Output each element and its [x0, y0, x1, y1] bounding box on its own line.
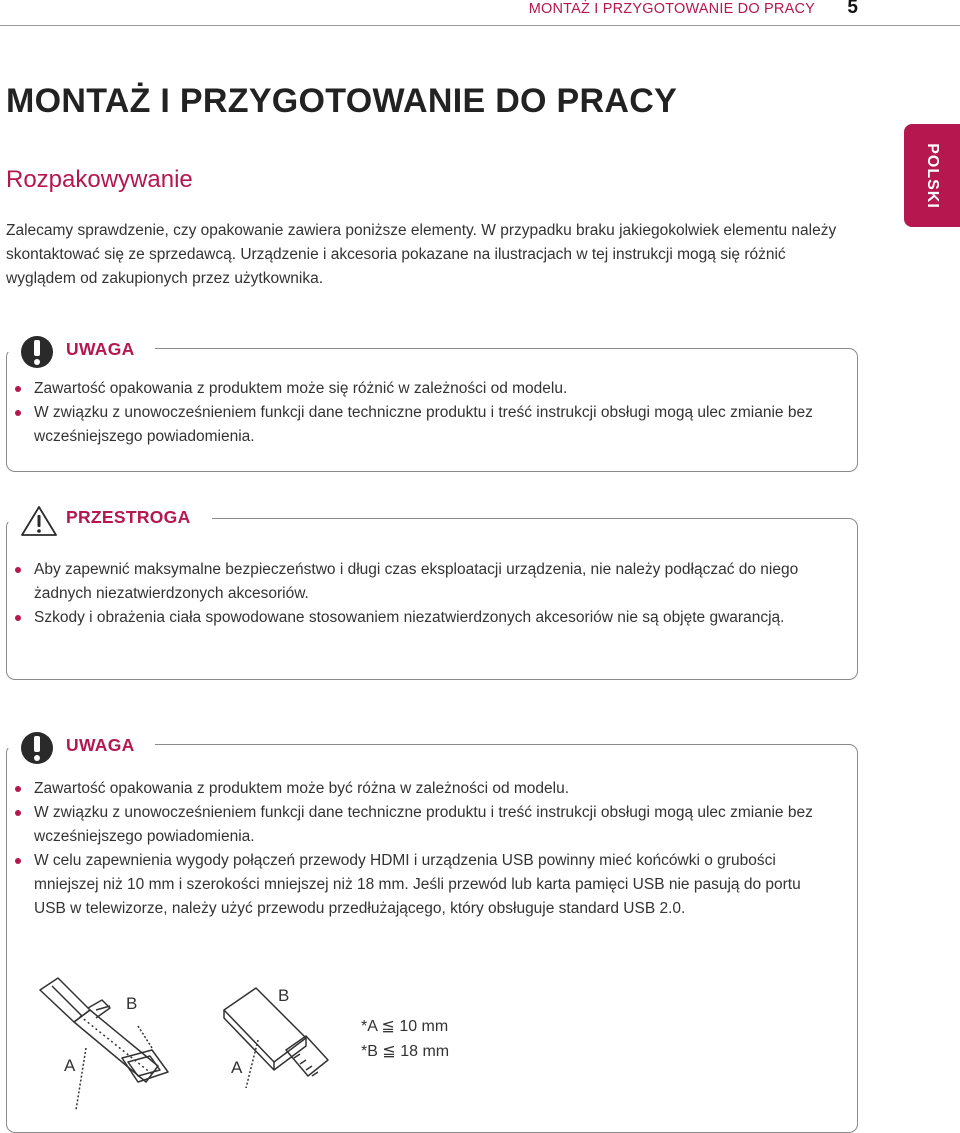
list-item	[6, 777, 826, 801]
caution-box	[6, 502, 858, 680]
list-item-text: W związku z unowocześnieniem funkcji dane techniczne produktu i treść instrukcji obsługi mogą ulec zmianie bez wcześniejszego powiadomienia.	[34, 404, 813, 445]
section-title: Rozpakowywanie	[6, 166, 193, 193]
bullet-icon	[15, 858, 21, 864]
list-item-text: W związku z unowocześnieniem funkcji dane techniczne produktu i treść instrukcji obsługi mogą ulec zmianie bez wcześniejszego powiadomienia.	[34, 804, 813, 845]
hdmi-connector-illustration	[30, 970, 190, 1120]
usb-label-b: B	[278, 986, 290, 1005]
page-title: MONTAŻ I PRZYGOTOWANIE DO PRACY	[6, 82, 678, 120]
list-item-text: Aby zapewnić maksymalne bezpieczeństwo i długi czas eksploatacji urządzenia, nie należy podłączać do niego żadnych niezatwierdzonych akcesoriów.	[34, 561, 799, 602]
notice-list	[6, 777, 826, 921]
exclamation-circle-icon	[19, 730, 55, 771]
bullet-icon	[15, 615, 21, 621]
list-item	[6, 849, 826, 921]
running-header-title: MONTAŻ I PRZYGOTOWANIE DO PRACY	[528, 1, 815, 17]
list-item	[6, 401, 826, 449]
notice-title: UWAGA	[66, 735, 135, 755]
list-item	[6, 801, 826, 849]
bullet-icon	[15, 386, 21, 392]
page-number: 5	[847, 0, 858, 18]
bullet-icon	[15, 567, 21, 573]
hdmi-label-b: B	[126, 994, 138, 1013]
intro-paragraph: Zalecamy sprawdzenie, czy opakowanie zawiera poniższe elementy. W przypadku braku jakiegokolwiek elementu należy skontaktować się ze sprzedawcą. Urządzenie i akcesoria pokazane na ilustracjach w tej instrukcji mogą się różnić wyglądem od zakupionych przez użytkownika.	[6, 222, 837, 287]
notice-box	[6, 730, 858, 1121]
bullet-icon	[15, 410, 21, 416]
notice-list	[6, 377, 826, 449]
hdmi-label-a: A	[64, 1056, 76, 1075]
spec-thickness: *A ≦ 10 mm	[361, 1018, 449, 1035]
list-item	[6, 606, 826, 630]
usb-label-a: A	[231, 1058, 243, 1077]
bullet-icon	[15, 786, 21, 792]
notice-title: PRZESTROGA	[66, 507, 191, 527]
exclamation-circle-icon	[19, 334, 55, 375]
bullet-icon	[15, 810, 21, 816]
spec-width: *B ≦ 18 mm	[361, 1043, 450, 1060]
header-divider	[0, 25, 960, 26]
language-tab-label: POLSKI	[924, 143, 941, 209]
list-item-text: Zawartość opakowania z produktem może być różna w zależności od modelu.	[34, 780, 570, 797]
notice-title: UWAGA	[66, 339, 135, 359]
list-item-text: Szkody i obrażenia ciała spowodowane stosowaniem niezatwierdzonych akcesoriów nie są objęte gwarancją.	[34, 609, 785, 626]
warning-triangle-icon	[19, 504, 59, 543]
list-item	[6, 377, 826, 401]
list-item-text: Zawartość opakowania z produktem może się różnić w zależności od modelu.	[34, 380, 568, 397]
list-item-text: W celu zapewnienia wygody połączeń przewody HDMI i urządzenia USB powinny mieć końcówki o grubości mniejszej niż 10 mm i szerokości mniejszej niż 18 mm. Jeśli przewód lub karta pamięci USB nie pasują do portu USB w telewizorze, należy użyć przewodu przedłużającego, który obsługuje standard USB 2.0.	[34, 852, 801, 917]
notice-box	[6, 334, 858, 472]
notice-list	[6, 558, 826, 630]
language-tab	[904, 124, 960, 227]
running-header	[0, 0, 960, 26]
list-item	[6, 558, 826, 606]
